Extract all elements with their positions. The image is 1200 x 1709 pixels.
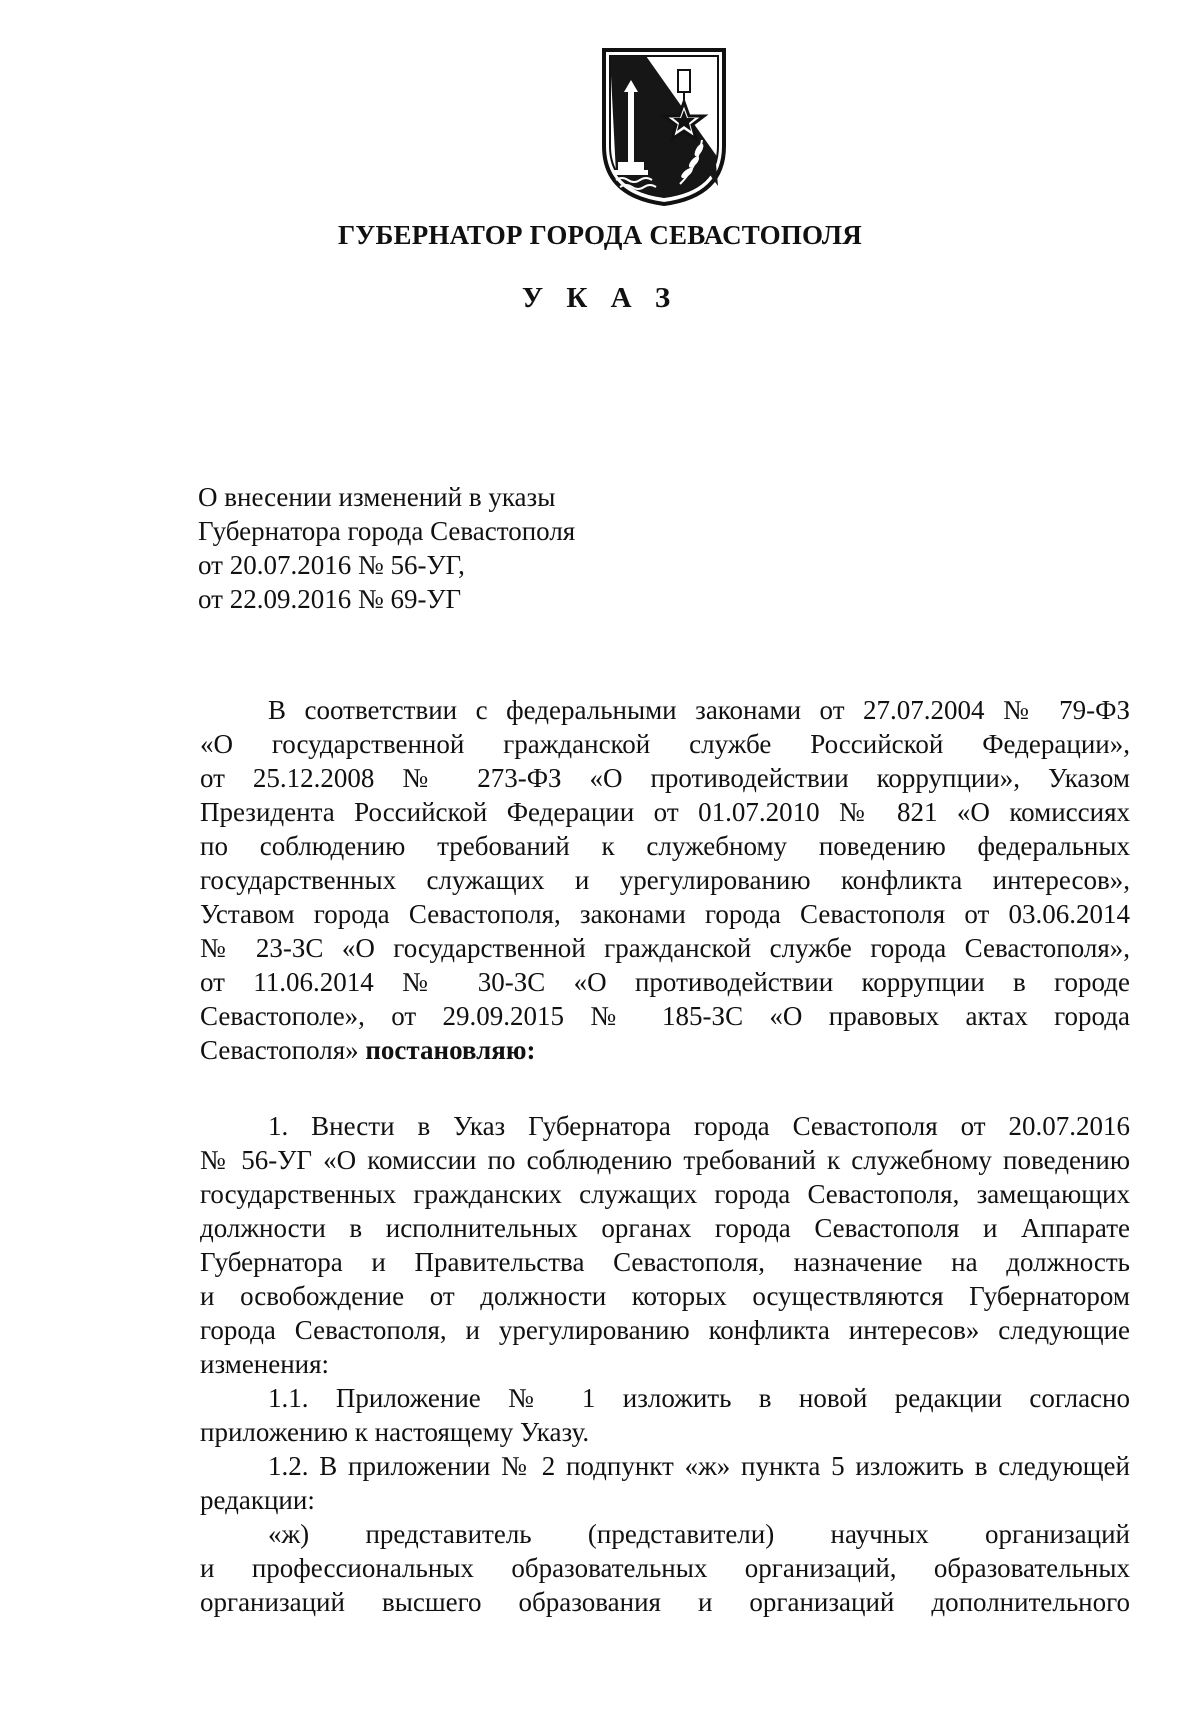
- subject-line: Губернатора города Севастополя: [198, 516, 576, 546]
- item-1-line: и освобождение от должности которых осуществляются Губернатором: [200, 1281, 1130, 1311]
- item-1-line: Губернатора и Правительства Севастополя, назначение на должность: [200, 1247, 1130, 1277]
- subject-line: от 20.07.2016 № 56-УГ,: [198, 550, 465, 580]
- preamble-line: по соблюдению требований к служебному поведению федеральных: [200, 831, 1130, 861]
- quote-line: и профессиональных образовательных организаций, образовательных: [200, 1553, 1130, 1583]
- item-1-line: государственных гражданских служащих города Севастополя, замещающих: [200, 1179, 1130, 1209]
- item-1-line: 1. Внести в Указ Губернатора города Севастополя от 20.07.2016: [268, 1111, 1130, 1141]
- issuing-authority: ГУБЕРНАТОР ГОРОДА СЕВАСТОПОЛЯ: [338, 220, 862, 250]
- preamble-line: государственных служащих и урегулированию конфликта интересов»,: [200, 865, 1130, 895]
- item-1-1-line: 1.1. Приложение № 1 изложить в новой редакции согласно: [268, 1383, 1130, 1413]
- preamble-line: «О государственной гражданской службе Российской Федерации»,: [200, 729, 1130, 759]
- subject-line: от 22.09.2016 № 69-УГ: [198, 584, 462, 614]
- quote-line: организаций высшего образования и организаций дополнительного: [200, 1587, 1130, 1617]
- item-1-line: изменения:: [200, 1349, 330, 1379]
- document-subject: [198, 480, 798, 616]
- preamble-line: от 25.12.2008 № 273-ФЗ «О противодействии коррупции», Указом: [200, 763, 1130, 793]
- sevastopol-coat-of-arms-icon: [598, 46, 730, 208]
- item-1-2-line: редакции:: [200, 1485, 315, 1515]
- item-1-paragraph: [200, 1109, 1130, 1619]
- document-type: У К А З: [521, 282, 679, 314]
- preamble-line: В соответствии с федеральными законами от 27.07.2004 № 79-ФЗ: [268, 695, 1130, 725]
- item-1-line: № 56-УГ «О комиссии по соблюдению требований к служебному поведению: [200, 1145, 1130, 1175]
- preamble-line: от 11.06.2014 № 30-ЗС «О противодействии коррупции в городе: [200, 967, 1130, 997]
- preamble-line: Уставом города Севастополя, законами города Севастополя от 03.06.2014: [200, 899, 1130, 929]
- item-1-line: должности в исполнительных органах города Севастополя и Аппарате: [200, 1213, 1130, 1243]
- preamble-last-line: [200, 1033, 1130, 1067]
- preamble-line: Президента Российской Федерации от 01.07.2010 № 821 «О комиссиях: [200, 797, 1130, 827]
- preamble-line: № 23-ЗС «О государственной гражданской службе города Севастополя»,: [200, 933, 1130, 963]
- decree-word: постановляю:: [365, 1035, 536, 1065]
- item-1-2-line: 1.2. В приложении № 2 подпункт «ж» пункта 5 изложить в следующей: [268, 1451, 1130, 1481]
- preamble-paragraph: [200, 693, 1130, 1067]
- preamble-line: Севастополе», от 29.09.2015 № 185-ЗС «О правовых актах города: [200, 1001, 1130, 1031]
- item-1-line: города Севастополя, и урегулированию конфликта интересов» следующие: [200, 1315, 1130, 1345]
- quote-line: «ж) представитель (представители) научных организаций: [268, 1519, 1130, 1549]
- preamble-end: Севастополя»: [200, 1035, 359, 1065]
- item-1-1-line: приложению к настоящему Указу.: [200, 1417, 590, 1447]
- subject-line: О внесении изменений в указы: [198, 482, 556, 512]
